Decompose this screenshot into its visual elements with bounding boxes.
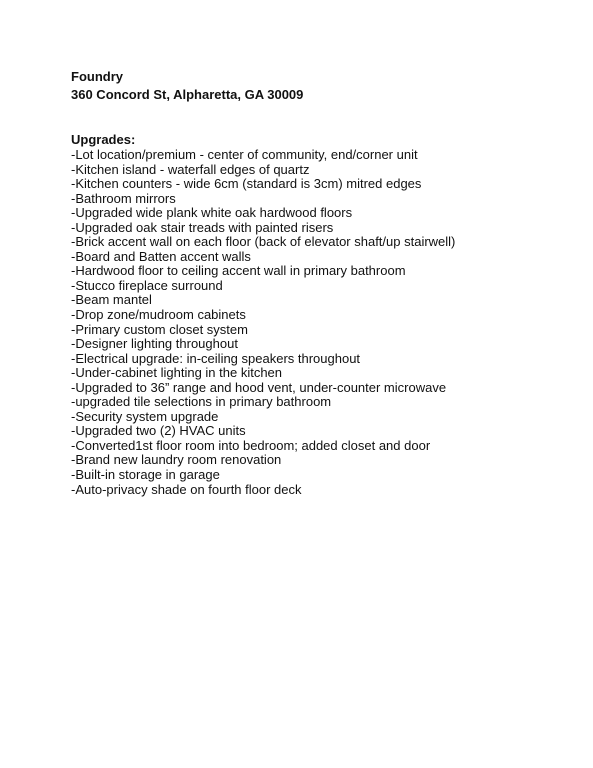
upgrade-item: -Built-in storage in garage <box>71 467 220 483</box>
upgrade-item: -Electrical upgrade: in-ceiling speakers throughout <box>71 350 361 366</box>
upgrade-item: -Upgraded to 36” range and hood vent, under-counter microwave <box>71 379 447 395</box>
document-page <box>71 68 571 497</box>
upgrades-heading: Upgrades: <box>71 132 136 147</box>
upgrade-item: -Beam mantel <box>71 292 152 308</box>
upgrade-item: -Board and Batten accent walls <box>71 248 251 264</box>
upgrade-item: -upgraded tile selections in primary bathroom <box>71 394 332 410</box>
upgrade-item: -Brand new laundry room renovation <box>71 452 282 468</box>
property-name: Foundry <box>71 69 123 84</box>
upgrade-item: -Converted1st floor room into bedroom; added closet and door <box>71 437 431 453</box>
upgrade-item: -Bathroom mirrors <box>71 190 176 206</box>
upgrade-item: -Hardwood floor to ceiling accent wall in primary bathroom <box>71 263 406 279</box>
upgrade-item: -Drop zone/mudroom cabinets <box>71 307 246 323</box>
upgrade-item: -Upgraded two (2) HVAC units <box>71 423 246 439</box>
upgrade-item: -Lot location/premium - center of community, end/corner unit <box>71 147 418 162</box>
upgrade-item: -Upgraded oak stair treads with painted risers <box>71 219 334 235</box>
upgrade-item: -Designer lighting throughout <box>71 336 238 352</box>
upgrade-item: -Under-cabinet lighting in the kitchen <box>71 365 283 381</box>
upgrade-item: -Primary custom closet system <box>71 321 248 337</box>
upgrade-item: -Brick accent wall on each floor (back of elevator shaft/up stairwell) <box>71 234 456 250</box>
upgrade-item: -Stucco fireplace surround <box>71 277 223 293</box>
upgrades-list <box>71 148 571 497</box>
upgrade-item: -Kitchen counters - wide 6cm (standard is 3cm) mitred edges <box>71 176 422 192</box>
upgrade-item: -Security system upgrade <box>71 408 219 424</box>
upgrade-item: -Auto-privacy shade on fourth floor deck <box>71 481 302 497</box>
upgrade-item: -Kitchen island - waterfall edges of quartz <box>71 161 310 177</box>
upgrade-item: -Upgraded wide plank white oak hardwood floors <box>71 205 353 221</box>
property-address: 360 Concord St, Alpharetta, GA 30009 <box>71 87 304 102</box>
